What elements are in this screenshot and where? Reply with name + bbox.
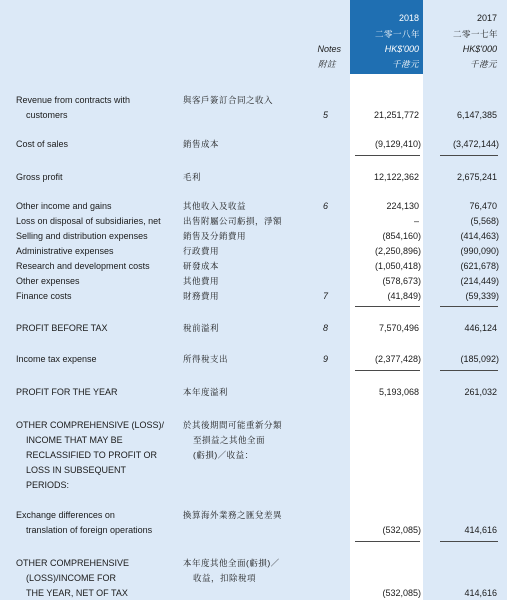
row-label-zh: 本年度溢利 bbox=[183, 387, 229, 397]
row-label-zh: 出售附屬公司虧損，淨額 bbox=[183, 216, 283, 226]
subtotal-rule-2017 bbox=[440, 541, 498, 542]
row-label-cont: INCOME THAT MAY BE bbox=[26, 435, 123, 445]
row-label: Other expenses bbox=[16, 276, 80, 286]
value-2017: 261,032 bbox=[464, 387, 497, 397]
row-label-zh: 其他收入及收益 bbox=[183, 201, 247, 211]
row-label-cont: customers bbox=[26, 110, 68, 120]
value-2017: (59,339) bbox=[465, 291, 499, 301]
row-label: OTHER COMPREHENSIVE (LOSS)/ bbox=[16, 420, 165, 430]
row-label: Revenue from contracts with bbox=[16, 95, 131, 105]
row-label-cont: (LOSS)/INCOME FOR bbox=[26, 573, 117, 583]
value-2018: (578,673) bbox=[382, 276, 421, 286]
value-2018: (1,050,418) bbox=[374, 261, 421, 271]
row-label-zh: 研發成本 bbox=[183, 261, 220, 271]
value-2017: (414,463) bbox=[460, 231, 499, 241]
row-label-cont: translation of foreign operations bbox=[26, 525, 153, 535]
row-label: Administrative expenses bbox=[16, 246, 114, 256]
value-2018: 224,130 bbox=[386, 201, 419, 211]
value-2018: (41,849) bbox=[387, 291, 421, 301]
value-2017: 6,147,385 bbox=[456, 110, 497, 120]
row-label-zh: 毛利 bbox=[183, 172, 202, 182]
row-label: Cost of sales bbox=[16, 139, 69, 149]
row-label: OTHER COMPREHENSIVE bbox=[16, 558, 130, 568]
row-label-cont: PERIODS: bbox=[26, 480, 70, 490]
row-label-zh: 銷售及分銷費用 bbox=[183, 231, 247, 241]
prior-year-unit: HK$'000 bbox=[462, 44, 497, 54]
row-label: PROFIT FOR THE YEAR bbox=[16, 387, 118, 397]
row-label-zh: 行政費用 bbox=[183, 246, 220, 256]
value-2018: – bbox=[413, 216, 419, 226]
value-2017: 414,616 bbox=[464, 525, 497, 535]
value-2018: (854,160) bbox=[382, 231, 421, 241]
value-2017: (990,090) bbox=[460, 246, 499, 256]
subtotal-rule-2018 bbox=[355, 306, 420, 307]
row-label: Gross profit bbox=[16, 172, 63, 182]
prior-year-zh-label: 二零一七年 bbox=[452, 29, 498, 39]
subtotal-rule-2018 bbox=[355, 370, 420, 371]
value-2018: (2,250,896) bbox=[374, 246, 421, 256]
subtotal-rule-2017 bbox=[440, 155, 498, 156]
value-2017: (185,092) bbox=[460, 354, 499, 364]
value-2018: (532,085) bbox=[382, 588, 421, 598]
row-note: 5 bbox=[323, 110, 329, 120]
value-2018: 21,251,772 bbox=[373, 110, 419, 120]
current-year-unit: HK$'000 bbox=[384, 44, 419, 54]
value-2018: 12,122,362 bbox=[373, 172, 419, 182]
row-label-zh-cont: (虧損)／收益： bbox=[193, 450, 254, 460]
row-note: 6 bbox=[323, 201, 329, 211]
value-2017: (214,449) bbox=[460, 276, 499, 286]
row-label-zh: 銷售成本 bbox=[183, 139, 220, 149]
notes-header-zh: 附註 bbox=[317, 59, 336, 69]
value-2018: (532,085) bbox=[382, 525, 421, 535]
row-note: 8 bbox=[323, 323, 329, 333]
row-label-zh: 換算海外業務之匯兌差異 bbox=[183, 510, 283, 520]
row-label: PROFIT BEFORE TAX bbox=[16, 323, 108, 333]
row-label-cont: RECLASSIFIED TO PROFIT OR bbox=[26, 450, 158, 460]
value-2017: (5,568) bbox=[470, 216, 499, 226]
notes-header: Notes bbox=[317, 44, 341, 54]
value-2018: 5,193,068 bbox=[378, 387, 419, 397]
row-label: Research and development costs bbox=[16, 261, 150, 271]
subtotal-rule-2018 bbox=[355, 155, 420, 156]
row-label-cont: LOSS IN SUBSEQUENT bbox=[26, 465, 127, 475]
row-label-zh-cont: 收益，扣除稅項 bbox=[193, 573, 257, 583]
subtotal-rule-2017 bbox=[440, 370, 498, 371]
row-label: Exchange differences on bbox=[16, 510, 115, 520]
value-2017: 446,124 bbox=[464, 323, 497, 333]
value-2018: (9,129,410) bbox=[374, 139, 421, 149]
row-label: Selling and distribution expenses bbox=[16, 231, 148, 241]
row-label: Finance costs bbox=[16, 291, 72, 301]
row-label-zh: 與客戶簽訂合同之收入 bbox=[183, 95, 274, 105]
current-year-unit-zh: 千港元 bbox=[391, 59, 419, 69]
row-label-zh: 稅前溢利 bbox=[183, 323, 220, 333]
value-2018: 7,570,496 bbox=[378, 323, 419, 333]
value-2017: 2,675,241 bbox=[456, 172, 497, 182]
prior-year-unit-zh: 千港元 bbox=[469, 59, 497, 69]
row-note: 7 bbox=[323, 291, 329, 301]
value-2017: (3,472,144) bbox=[452, 139, 499, 149]
value-2017: 414,616 bbox=[464, 588, 497, 598]
current-year-zh-label: 二零一八年 bbox=[374, 29, 420, 39]
row-label-zh: 於其後期間可能重新分類 bbox=[183, 420, 283, 430]
value-2017: (621,678) bbox=[460, 261, 499, 271]
row-label: Income tax expense bbox=[16, 354, 97, 364]
row-label-zh: 本年度其他全面(虧損)／ bbox=[183, 558, 280, 568]
value-2017: 76,470 bbox=[469, 201, 497, 211]
row-label: Loss on disposal of subsidiaries, net bbox=[16, 216, 161, 226]
row-note: 9 bbox=[323, 354, 329, 364]
row-label-zh: 所得稅支出 bbox=[183, 354, 229, 364]
subtotal-rule-2018 bbox=[355, 541, 420, 542]
row-label-zh: 其他費用 bbox=[183, 276, 220, 286]
row-label: Other income and gains bbox=[16, 201, 112, 211]
prior-year-label: 2017 bbox=[476, 13, 497, 23]
subtotal-rule-2017 bbox=[440, 306, 498, 307]
row-label-zh-cont: 至損益之其他全面 bbox=[193, 435, 266, 445]
row-label-zh: 財務費用 bbox=[183, 291, 220, 301]
current-year-label: 2018 bbox=[398, 13, 419, 23]
value-2018: (2,377,428) bbox=[374, 354, 421, 364]
row-label-cont: THE YEAR, NET OF TAX bbox=[26, 588, 128, 598]
